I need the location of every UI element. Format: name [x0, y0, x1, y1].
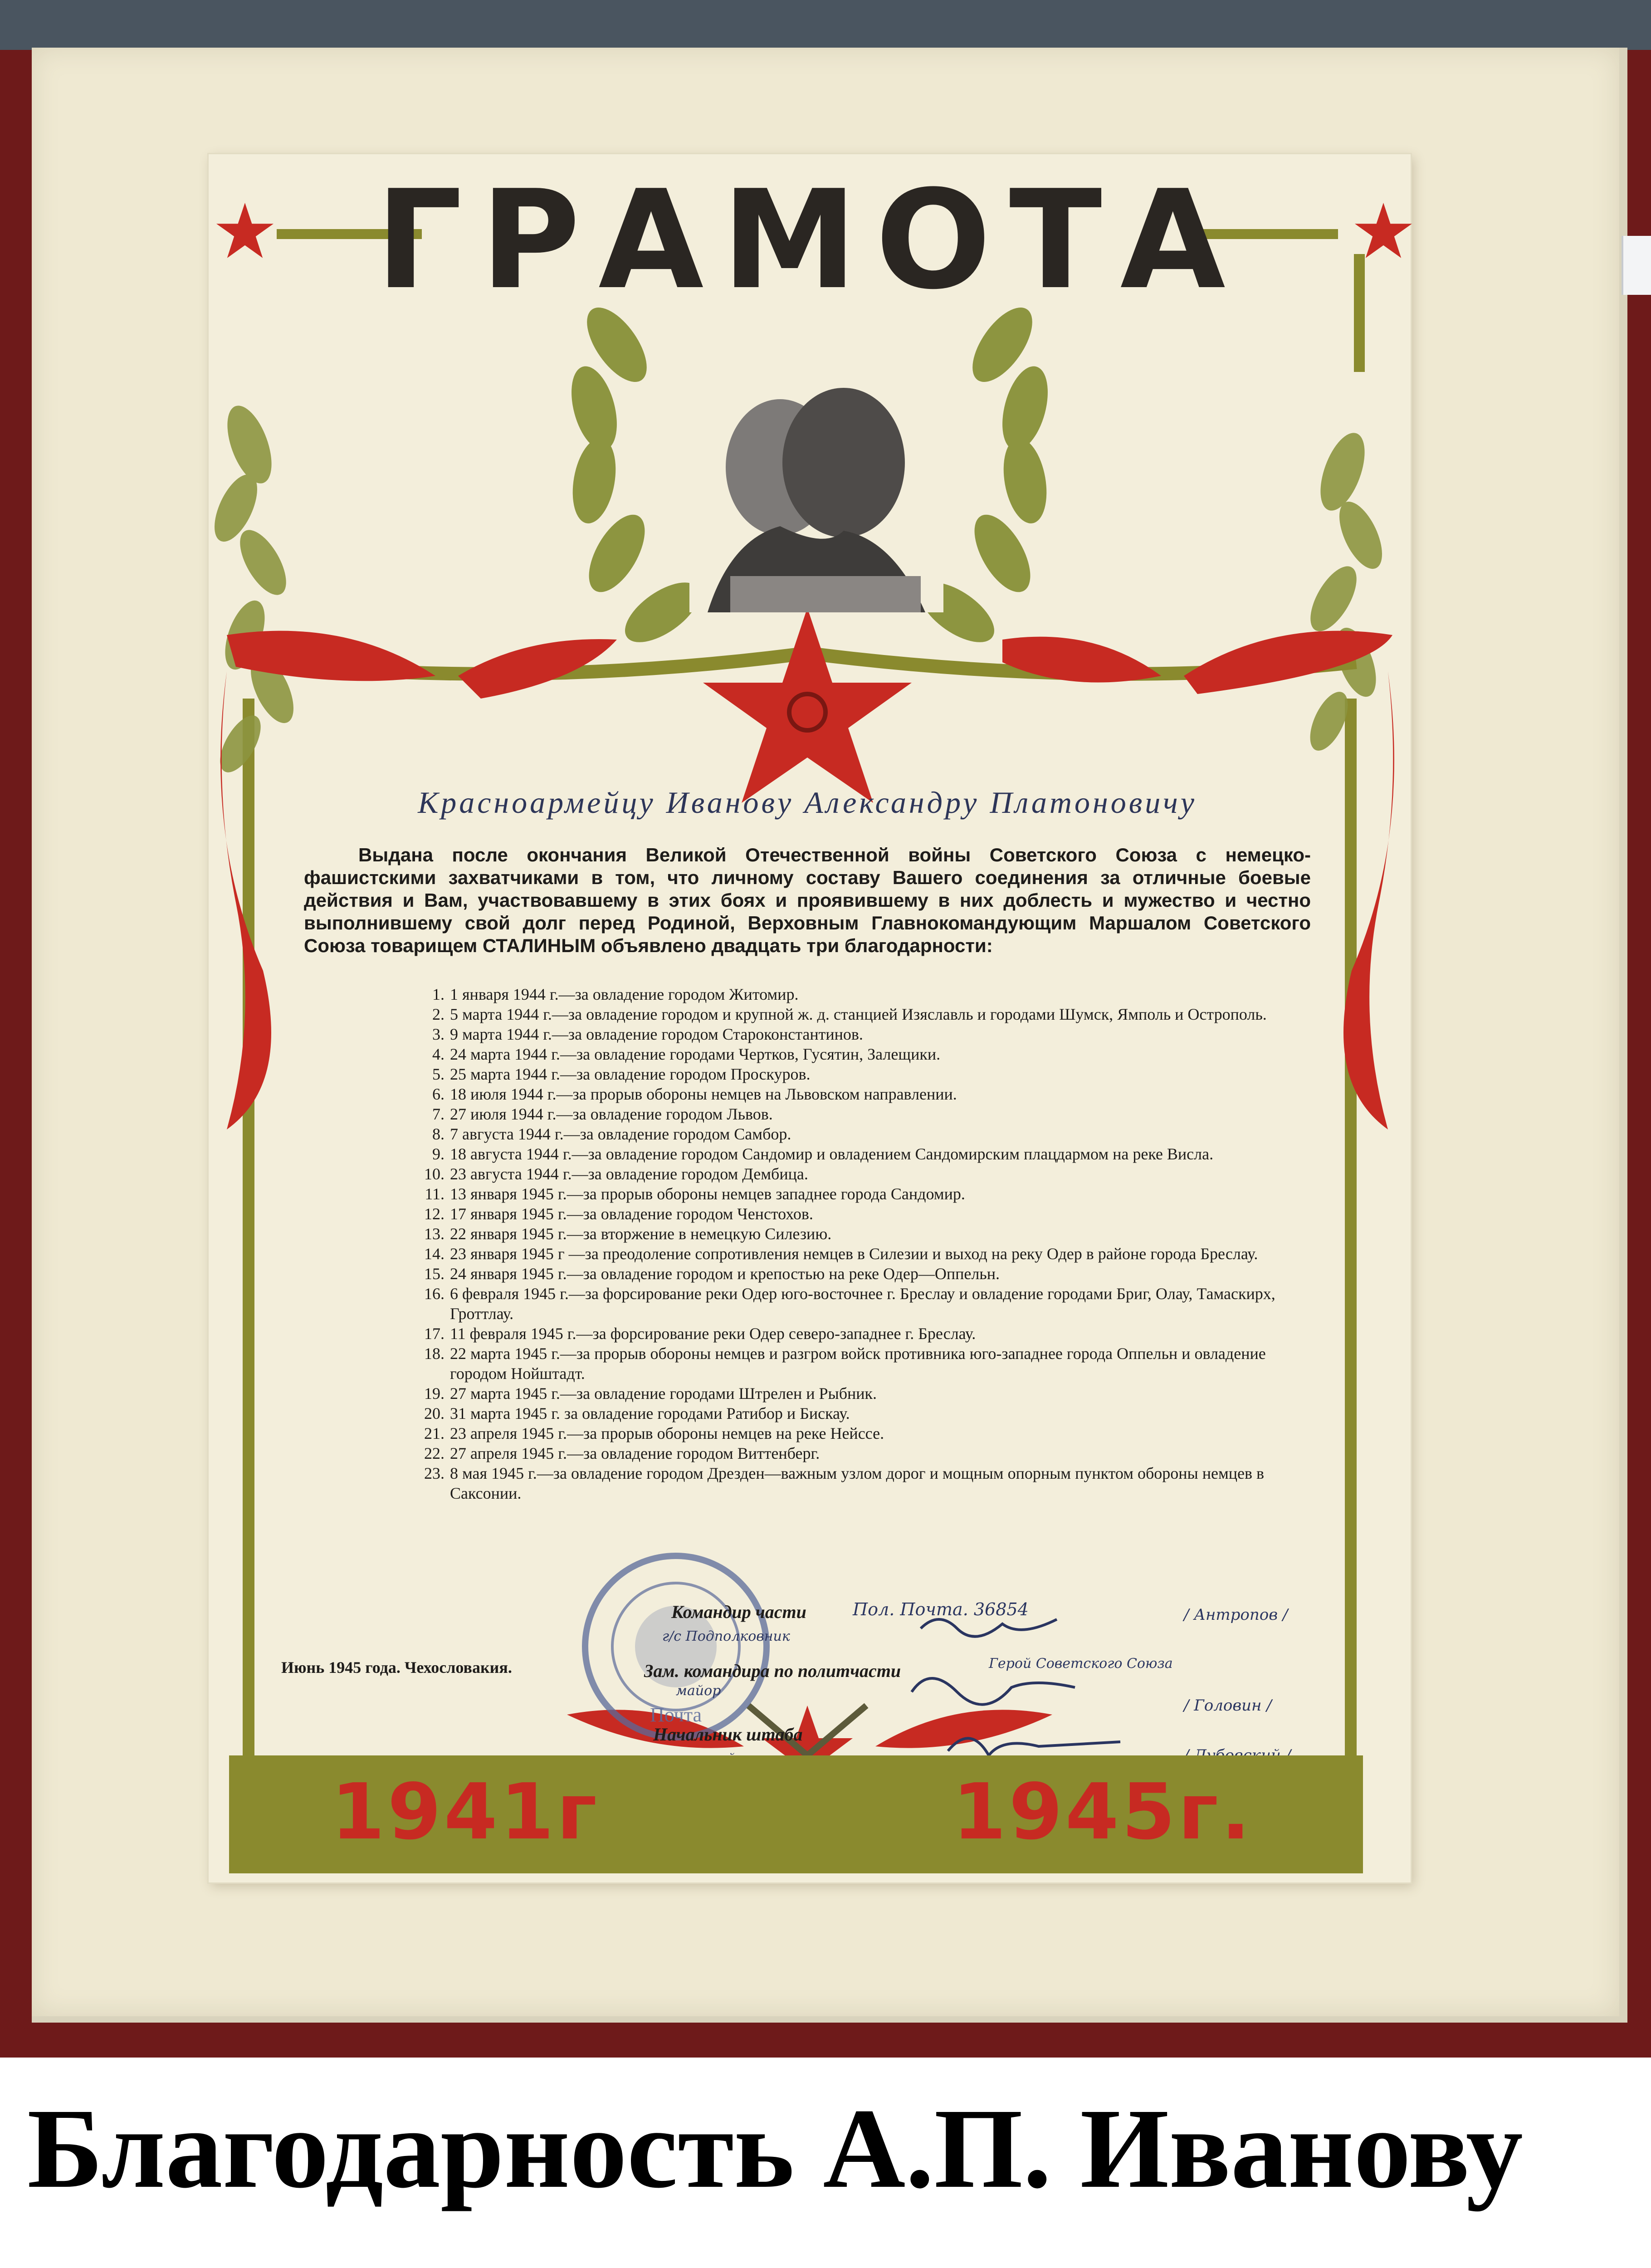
award-text: 27 июля 1944 г.—за овладение городом Львов. — [450, 1105, 773, 1123]
award-text: 22 января 1945 г.—за вторжение в немецкую Силезию. — [450, 1225, 832, 1243]
award-item — [399, 1264, 1324, 1284]
certificate-title: ГРАМОТА — [376, 161, 1244, 319]
award-item — [399, 1084, 1324, 1104]
award-text: 22 марта 1945 г.—за прорыв обороны немцев и разгром войск противника юго-западнее города Оппельн и овладение городом Нойштадт. — [450, 1344, 1266, 1383]
award-number: 21. — [424, 1424, 444, 1442]
award-number: 5. — [432, 1065, 444, 1083]
award-text: 23 августа 1944 г.—за овладение городом Дембица. — [450, 1165, 808, 1183]
award-list — [399, 984, 1324, 1503]
certificate-sheet — [209, 154, 1411, 1882]
award-text: 11 февраля 1945 г.—за форсирование реки Одер северо-западнее г. Бреслау. — [450, 1325, 976, 1343]
award-item — [399, 984, 1324, 1004]
award-number: 12. — [424, 1205, 444, 1223]
award-text: 31 марта 1945 г. за овладение городами Ратибор и Бискау. — [450, 1404, 850, 1422]
deputy-name: / Головин / — [1184, 1696, 1272, 1715]
award-item — [399, 1423, 1324, 1443]
award-text: 18 июля 1944 г.—за прорыв обороны немцев на Львовском направлении. — [450, 1085, 957, 1103]
award-number: 8. — [432, 1125, 444, 1143]
award-text: 25 марта 1944 г.—за овладение городом Проскуров. — [450, 1065, 811, 1083]
award-item — [399, 1044, 1324, 1064]
folder-top-strip — [0, 0, 1651, 50]
award-text: 7 августа 1944 г.—за овладение городом Самбор. — [450, 1125, 791, 1143]
award-text: 6 февраля 1945 г.—за форсирование реки Одер юго-восточнее г. Бреслау и овладение городами Бриг, Олау, Тамаскирх, Гроттлау. — [450, 1285, 1275, 1323]
award-item — [399, 1344, 1324, 1383]
award-number: 22. — [424, 1444, 444, 1462]
award-text: 18 августа 1944 г.—за овладение городом Сандомир и овладением Сандомирским плацдармом на реке Висла. — [450, 1145, 1214, 1163]
year-start: 1941г — [331, 1767, 600, 1857]
award-number: 18. — [424, 1344, 444, 1363]
award-number: 16. — [424, 1285, 444, 1303]
award-text: 1 января 1944 г.—за овладение городом Житомир. — [450, 985, 799, 1003]
award-item — [399, 1064, 1324, 1084]
award-item — [399, 1024, 1324, 1044]
award-item — [399, 1224, 1324, 1244]
deputy-rank: майор — [676, 1683, 721, 1699]
award-number: 10. — [424, 1165, 444, 1183]
award-number: 14. — [424, 1245, 444, 1263]
year-end: 1945г. — [952, 1767, 1253, 1857]
award-item — [399, 1124, 1324, 1144]
award-item — [399, 1204, 1324, 1224]
portrait-illustration — [689, 376, 943, 612]
award-number: 6. — [432, 1085, 444, 1103]
award-number: 19. — [424, 1384, 444, 1403]
award-number: 23. — [424, 1464, 444, 1482]
award-item — [399, 1244, 1324, 1264]
award-number: 2. — [432, 1005, 444, 1023]
award-text: 5 марта 1944 г.—за овладение городом и крупной ж. д. станцией Изяславль и городами Шумск, Ямполь и Острополь. — [450, 1005, 1267, 1023]
award-number: 11. — [425, 1185, 444, 1203]
award-text: 23 января 1945 г —за преодоление сопротивления немцев в Силезии и выход на реку Одер в районе города Бреслау. — [450, 1245, 1258, 1263]
award-item — [399, 1144, 1324, 1164]
award-item — [399, 1463, 1324, 1503]
stamp-text: Почта — [650, 1704, 702, 1726]
award-text: 13 января 1945 г.—за прорыв обороны немцев западнее города Сандомир. — [450, 1185, 965, 1203]
award-number: 13. — [424, 1225, 444, 1243]
award-item — [399, 1383, 1324, 1403]
commander-rank: г/с Подполковник — [662, 1628, 790, 1644]
award-number: 17. — [424, 1325, 444, 1343]
award-number: 7. — [432, 1105, 444, 1123]
award-item — [399, 1443, 1324, 1463]
award-text: 8 мая 1945 г.—за овладение городом Дрезден—важным узлом дорог и мощным опорным пунктом обороны немцев в Саксонии. — [450, 1464, 1265, 1502]
award-text: 17 января 1945 г.—за овладение городом Ченстохов. — [450, 1205, 813, 1223]
award-number: 20. — [424, 1404, 444, 1422]
award-item — [399, 1104, 1324, 1124]
award-text: 27 марта 1945 г.—за овладение городами Штрелен и Рыбник. — [450, 1384, 877, 1403]
award-item — [399, 1324, 1324, 1344]
award-item — [399, 1403, 1324, 1423]
side-paper-edge — [1622, 236, 1651, 295]
chief-label: Начальник штаба — [653, 1724, 803, 1745]
award-number: 3. — [432, 1025, 444, 1043]
commander-name: / Антропов / — [1184, 1606, 1288, 1624]
commander-field-post: Пол. Почта. 36854 — [853, 1599, 1029, 1619]
award-item — [399, 1184, 1324, 1204]
recipient-name: Красноармейцу Иванову Александру Платоновичу — [418, 785, 1197, 820]
award-text: 23 апреля 1945 г.—за прорыв обороны немцев на реке Нейссе. — [450, 1424, 884, 1442]
award-number: 1. — [432, 985, 444, 1003]
award-text: 24 января 1945 г.—за овладение городом и крепостью на реке Одер—Оппельн. — [450, 1265, 1000, 1283]
award-item — [399, 1004, 1324, 1024]
deputy-label: Зам. командира по политчасти — [644, 1661, 901, 1681]
award-text: 9 марта 1944 г.—за овладение городом Староконстантинов. — [450, 1025, 863, 1043]
preamble-text: Выдана после окончания Великой Отечественной войны Советского Союза с немецко-фашистскими захватчиками в том, что личному составу Вашего соединения за отличные боевые действия и Вам, участвовавшему в этих боях и проявившему в них доблесть и мужество и честно выполнившему свой долг перед Родиной, Верховным Главнокомандующим Маршалом Советского Союза товарищем СТАЛИНЫМ объявлено двадцать три благодарности: — [304, 844, 1311, 956]
award-number: 4. — [432, 1045, 444, 1063]
page-caption: Благодарность А.П. Иванову — [27, 2085, 1523, 2212]
award-number: 15. — [424, 1265, 444, 1283]
award-item — [399, 1164, 1324, 1184]
award-number: 9. — [432, 1145, 444, 1163]
date-place: Июнь 1945 года. Чехословакия. — [281, 1658, 512, 1677]
award-item — [399, 1284, 1324, 1324]
award-text: 27 апреля 1945 г.—за овладение городом Виттенберг. — [450, 1444, 820, 1462]
commander-label: Командир части — [671, 1602, 806, 1622]
deputy-note: Герой Советского Союза — [989, 1656, 1173, 1672]
award-text: 24 марта 1944 г.—за овладение городами Чертков, Гусятин, Залещики. — [450, 1045, 941, 1063]
